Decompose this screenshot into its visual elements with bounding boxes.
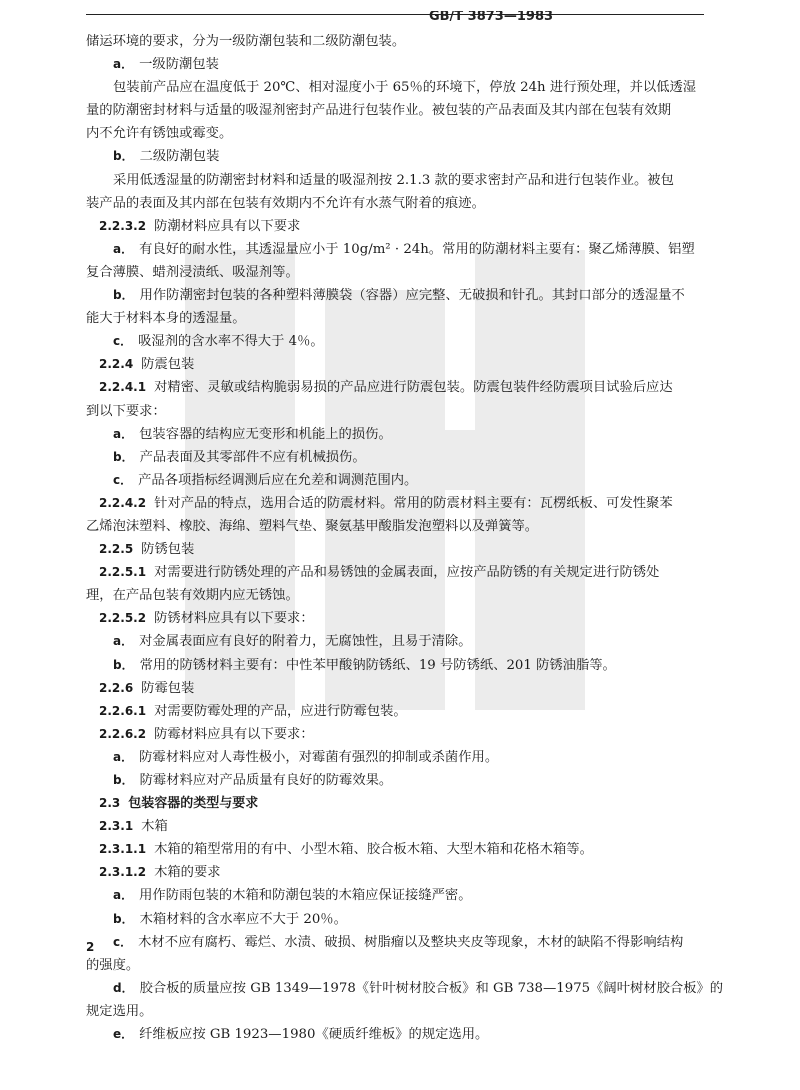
paragraph-line: 储运环境的要求，分为一级防潮包装和二级防潮包装。: [86, 34, 406, 49]
list-item: e． 纤维板应按 GB 1923—1980《硬质纤维板》的规定选用。: [113, 1027, 489, 1043]
body-text: [86, 30, 724, 1046]
clause-heading: 2.2.4.2 针对产品的特点，选用合适的防震材料。常用的防震材料主要有：瓦楞纸板、可发性聚苯: [99, 495, 673, 511]
list-item: b． 木箱材料的含水率应不大于 20％。: [113, 911, 347, 927]
list-item: b． 常用的防锈材料主要有：中性苯甲酸钠防锈纸、19 号防锈纸、201 防锈油脂等。: [113, 657, 616, 673]
list-item: a． 防霉材料应对人毒性极小，对霉菌有强烈的抑制或杀菌作用。: [113, 749, 499, 765]
paragraph-line: 采用低透湿量的防潮密封材料和适量的吸湿剂按 2.1.3 款的要求密封产品和进行包装作业。被包: [113, 172, 674, 188]
list-item: b． 二级防潮包装: [113, 149, 220, 165]
clause-heading: 2.3.1.1 木箱的箱型常用的有中、小型木箱、胶合板木箱、大型木箱和花格木箱等。: [99, 842, 593, 858]
list-item: b． 用作防潮密封包装的各种塑料薄膜袋（容器）应完整、无破损和针孔。其封口部分的透湿量不: [113, 288, 685, 304]
list-item: d． 胶合板的质量应按 GB 1349—1978《针叶树材胶合板》和 GB 738—1975《阔叶树材胶合板》的: [113, 980, 724, 996]
list-item: b． 防霉材料应对产品质量有良好的防霉效果。: [113, 773, 393, 788]
list-item: b． 产品表面及其零部件不应有机械损伤。: [113, 449, 366, 465]
paragraph-line: 的强度。: [86, 957, 140, 973]
paragraph-line: 能大于材料本身的透湿量。: [86, 311, 246, 327]
clause-heading: 2.3.1.2 木箱的要求: [99, 865, 221, 881]
paragraph-line: 内不允许有锈蚀或霉变。: [86, 126, 233, 142]
paragraph-line: 复合薄膜、蜡剂浸渍纸、吸湿剂等。: [86, 264, 299, 280]
clause-heading: 2.2.5 防锈包装: [99, 542, 195, 558]
clause-heading: 2.2.3.2 防潮材料应具有以下要求: [99, 218, 301, 234]
paragraph-line: 量的防潮密封材料与适量的吸湿剂密封产品进行包装作业。被包装的产品表面及其内部在包装有效期: [86, 103, 672, 119]
header-rule: [86, 11, 704, 24]
paragraph-line: 装产品的表面及其内部在包装有效期内不允许有水蒸气附着的痕迹。: [86, 195, 485, 211]
clause-heading: 2.2.6.2 防霉材料应具有以下要求：: [99, 726, 314, 742]
list-item: a． 一级防潮包装: [113, 57, 219, 73]
clause-heading: 2.2.6 防霉包装: [99, 680, 195, 696]
paragraph-line: 乙烯泡沫塑料、橡胶、海绵、塑料气垫、聚氨基甲酸脂发泡塑料以及弹簧等。: [86, 518, 539, 534]
clause-heading: 2.3.1 木箱: [99, 819, 168, 835]
paragraph-line: 到以下要求：: [86, 403, 166, 419]
page-number: 2: [86, 940, 95, 954]
paragraph-line: 规定选用。: [86, 1003, 153, 1019]
clause-heading: 2.2.5.1 对需要进行防锈处理的产品和易锈蚀的金属表面，应按产品防锈的有关规定进行防锈处: [99, 565, 660, 581]
section-heading: 2.3 包装容器的类型与要求: [99, 796, 259, 812]
list-item: c． 吸湿剂的含水率不得大于 4％。: [113, 334, 324, 350]
clause-heading: 2.2.4 防震包装: [99, 357, 195, 373]
clause-heading: 2.2.6.1 对需要防霉处理的产品，应进行防霉包装。: [99, 703, 407, 719]
paragraph-line: 理，在产品包装有效期内应无锈蚀。: [86, 588, 299, 604]
list-item: a． 对金属表面应有良好的附着力，无腐蚀性，且易于清除。: [113, 634, 472, 650]
list-item: c． 产品各项指标经调测后应在允差和调测范围内。: [113, 472, 418, 488]
list-item: a． 用作防雨包装的木箱和防潮包装的木箱应保证接缝严密。: [113, 888, 472, 904]
paragraph-line: 包装前产品应在温度低于 20℃、相对湿度小于 65％的环境下，停放 24h 进行预处理，并以低透湿: [113, 80, 697, 96]
list-item: c． 木材不应有腐朽、霉烂、水渍、破损、树脂瘤以及整块夹皮等现象，木材的缺陷不得影响结构: [113, 934, 684, 950]
list-item: a． 有良好的耐水性，其透湿量应小于 10g/m² · 24h。常用的防潮材料主要有：聚乙烯薄膜、铝塑: [113, 241, 695, 257]
list-item: a． 包装容器的结构应无变形和机能上的损伤。: [113, 426, 392, 442]
standard-number: GB/T 3873—1983: [428, 11, 554, 24]
clause-heading: 2.2.5.2 防锈材料应具有以下要求：: [99, 611, 314, 627]
clause-heading: 2.2.4.1 对精密、灵敏或结构脆弱易损的产品应进行防震包装。防震包装件经防震项目试验后应达: [99, 380, 673, 396]
